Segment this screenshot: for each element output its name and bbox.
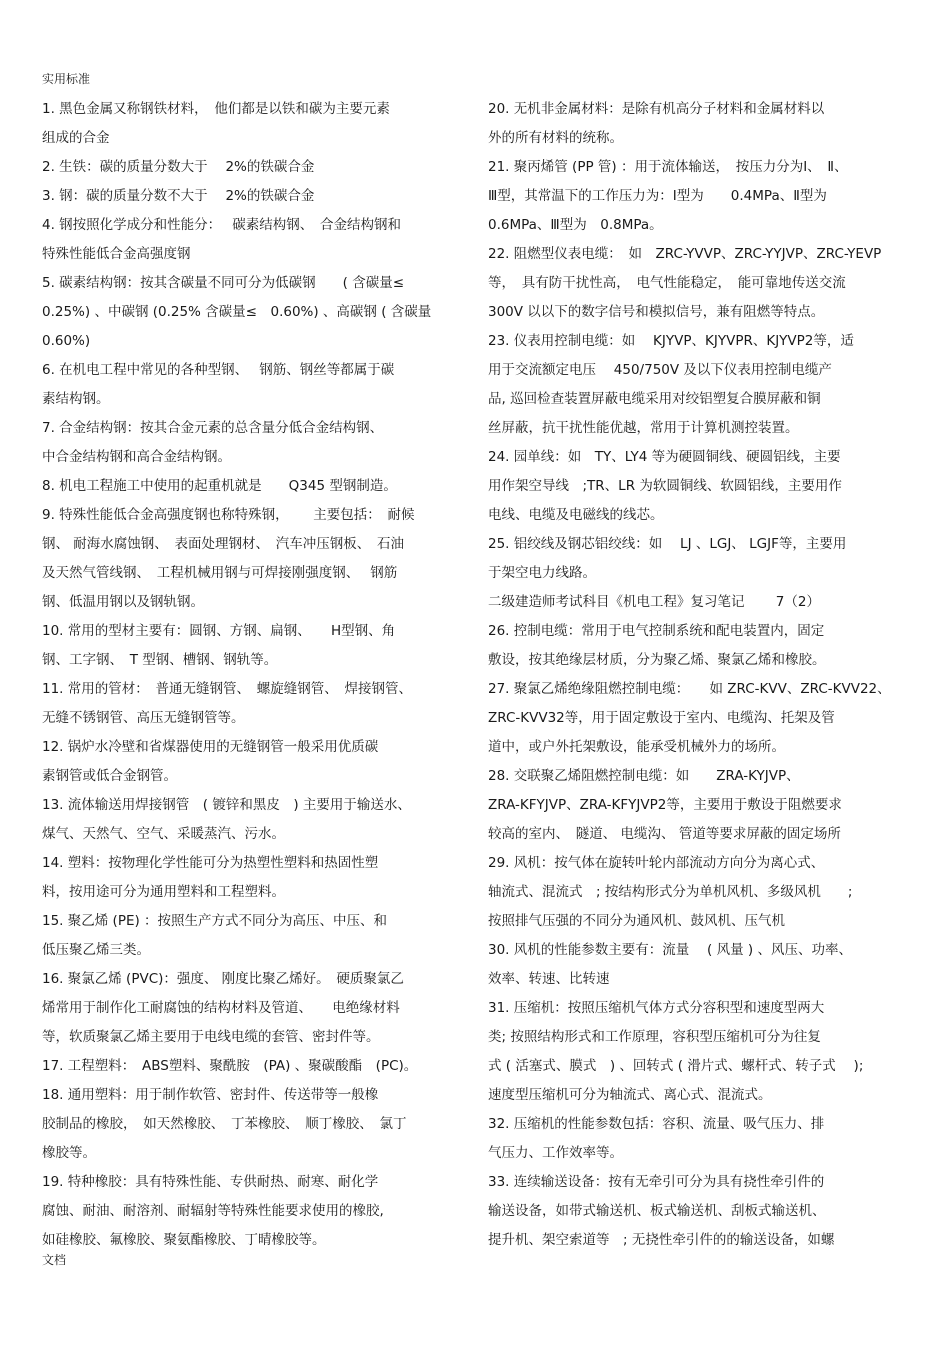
text-line: 素钢管或低合金钢管。 (42, 768, 177, 784)
text-line: 烯常用于制作化工耐腐蚀的结构材料及管道、 电绝缘材料 (42, 1000, 400, 1016)
text-line: 道中，或户外托架敷设，能承受机械外力的场所。 (488, 739, 785, 755)
text-line: 24. 园单线：如 TY、LY4 等为硬圆铜线、硬圆铝线，主要 (488, 449, 841, 465)
text-line: 15. 聚乙烯 (PE) ：按照生产方式不同分为高压、中压、和 (42, 913, 388, 929)
text-line: 21. 聚丙烯管 (PP 管) ：用于流体输送， 按压力分为Ⅰ、 Ⅱ、 (488, 159, 848, 175)
text-line: 敷设，按其绝缘层材质，分为聚乙烯、聚氯乙烯和橡胶。 (488, 652, 826, 668)
text-line: 13. 流体输送用焊接钢管 ( 镀锌和黑皮 ) 主要用于输送水、 (42, 797, 411, 813)
text-line: 电线、电缆及电磁线的线芯。 (488, 507, 664, 523)
text-line: 丝屏蔽，抗干扰性能优越，常用于计算机测控装置。 (488, 420, 799, 436)
text-line: 式 ( 活塞式、膜式 ) 、回转式 ( 滑片式、螺杆式、转子式 ); (488, 1058, 864, 1074)
text-line: 8. 机电工程施工中使用的起重机就是 Q345 型钢制造。 (42, 478, 397, 494)
text-line: 速度型压缩机可分为轴流式、离心式、混流式。 (488, 1087, 772, 1103)
text-line: 29. 风机：按气体在旋转叶轮内部流动方向分为离心式、 (488, 855, 825, 871)
text-line: 类; 按照结构形式和工作原理，容积型压缩机可分为往复 (488, 1029, 821, 1045)
left-column (42, 95, 462, 1255)
text-line: 于架空电力线路。 (488, 565, 596, 581)
text-line: 及天然气管线钢、 工程机械用钢与可焊接刚强度钢、 钢筋 (42, 565, 398, 581)
text-line: 如硅橡胶、氟橡胶、聚氨酯橡胶、丁晴橡胶等。 (42, 1232, 326, 1248)
text-line: 6. 在机电工程中常见的各种型钢、 钢筋、钢丝等都属于碳 (42, 362, 395, 378)
text-line: 7. 合金结构钢：按其合金元素的总含量分低合金结构钢、 (42, 420, 384, 436)
text-line: 输送设备，如带式输送机、板式输送机、刮板式输送机、 (488, 1203, 826, 1219)
text-line: 26. 控制电缆：常用于电气控制系统和配电装置内，固定 (488, 623, 825, 639)
text-line: 19. 特种橡胶：具有特殊性能、专供耐热、耐寒、耐化学 (42, 1174, 379, 1190)
text-line: 提升机、架空索道等 ; 无挠性牵引件的的输送设备，如螺 (488, 1232, 835, 1248)
text-line: 1. 黑色金属又称钢铁材料， 他们都是以铁和碳为主要元素 (42, 101, 390, 117)
text-line: 素结构钢。 (42, 391, 110, 407)
text-line: 胶制品的橡胶， 如天然橡胶、 丁苯橡胶、 顺丁橡胶、 氯丁 (42, 1116, 407, 1132)
text-line: 10. 常用的型材主要有：圆钢、方钢、扁钢、 H型钢、角 (42, 623, 396, 639)
right-column (488, 95, 913, 1255)
text-line: 9. 特殊性能低合金高强度钢也称特殊钢， 主要包括： 耐候 (42, 507, 415, 523)
text-line: 33. 连续输送设备：按有无牵引可分为具有挠性牵引件的 (488, 1174, 825, 1190)
text-line: 14. 塑料：按物理化学性能可分为热塑性塑料和热固性塑 (42, 855, 379, 871)
text-line: 0.6MPa、Ⅲ型为 0.8MPa。 (488, 217, 663, 233)
text-line: 2. 生铁：碳的质量分数大于 2%的铁碳合金 (42, 159, 315, 175)
text-line: 31. 压缩机：按照压缩机气体方式分容积型和速度型两大 (488, 1000, 825, 1016)
text-line: 18. 通用塑料：用于制作软管、密封件、传送带等一般橡 (42, 1087, 379, 1103)
text-line: 17. 工程塑料： ABS塑料、聚酰胺 (PA) 、聚碳酸酯 (PC)。 (42, 1058, 418, 1074)
text-line: 中合金结构钢和高合金结构钢。 (42, 449, 231, 465)
text-line: 效率、转速、比转速 (488, 971, 610, 987)
text-line: 用作架空导线 ;TR、LR 为软圆铜线、软圆铝线，主要用作 (488, 478, 842, 494)
text-line: 0.60%) (42, 333, 91, 349)
text-line: 11. 常用的管材： 普通无缝钢管、 螺旋缝钢管、 焊接钢管、 (42, 681, 413, 697)
text-line: 钢、 耐海水腐蚀钢、 表面处理钢材、 汽车冲压钢板、 石油 (42, 536, 405, 552)
text-line: ZRC-KVV32等，用于固定敷设于室内、电缆沟、托架及管 (488, 710, 835, 726)
text-line: 品, 巡回检查装置屏蔽电缆采用对绞铝塑复合膜屏蔽和铜 (488, 391, 821, 407)
text-line: 特殊性能低合金高强度钢 (42, 246, 191, 262)
text-line: 4. 钢按照化学成分和性能分： 碳素结构钢、 合金结构钢和 (42, 217, 401, 233)
text-line: 等，软质聚氯乙烯主要用于电线电缆的套管、密封件等。 (42, 1029, 380, 1045)
text-line: 22. 阻燃型仪表电缆： 如 ZRC-YVVP、ZRC-YYJVP、ZRC-YEVP (488, 246, 882, 262)
text-line: Ⅲ型，其常温下的工作压力为：Ⅰ型为 0.4MPa、Ⅱ型为 (488, 188, 827, 204)
text-line: 料，按用途可分为通用塑料和工程塑料。 (42, 884, 285, 900)
text-line: 用于交流额定电压 450/750V 及以下仪表用控制电缆产 (488, 362, 832, 378)
text-line: ZRA-KFYJVP、ZRA-KFYJVP2等，主要用于敷设于阻燃要求 (488, 797, 842, 813)
text-line: 32. 压缩机的性能参数包括：容积、流量、吸气压力、排 (488, 1116, 825, 1132)
text-line: 30. 风机的性能参数主要有：流量 ( 风量 ) 、风压、功率、 (488, 942, 852, 958)
text-line: 12. 锅炉水冷壁和省煤器使用的无缝钢管一般采用优质碳 (42, 739, 379, 755)
text-line: 300V 以以下的数字信号和模拟信号，兼有阻燃等特点。 (488, 304, 825, 320)
text-line: 3. 钢：碳的质量分数不大于 2%的铁碳合金 (42, 188, 315, 204)
text-line: 钢、低温用钢以及钢轨钢。 (42, 594, 204, 610)
text-line: 27. 聚氯乙烯绝缘阻燃控制电缆： 如 ZRC-KVV、ZRC-KVV22、 (488, 681, 891, 697)
text-line: 外的所有材料的统称。 (488, 130, 623, 146)
text-line: 等， 具有防干扰性高， 电气性能稳定， 能可靠地传送交流 (488, 275, 846, 291)
text-line: 轴流式、混流式 ; 按结构形式分为单机风机、多级风机 ; (488, 884, 853, 900)
text-line: 气压力、工作效率等。 (488, 1145, 623, 1161)
text-line: 20. 无机非金属材料：是除有机高分子材料和金属材料以 (488, 101, 825, 117)
text-line: 16. 聚氯乙烯 (PVC)：强度、 刚度比聚乙烯好。 硬质聚氯乙 (42, 971, 404, 987)
text-line: 无缝不锈钢管、高压无缝钢管等。 (42, 710, 245, 726)
text-line: 二级建造师考试科目《机电工程》复习笔记 7（2） (488, 594, 820, 610)
text-line: 组成的合金 (42, 130, 110, 146)
text-line: 腐蚀、耐油、耐溶剂、耐辐射等特殊性能要求使用的橡胶, (42, 1203, 384, 1219)
text-line: 较高的室内、 隧道、 电缆沟、 管道等要求屏蔽的固定场所 (488, 826, 841, 842)
text-line: 按照排气压强的不同分为通风机、鼓风机、压气机 (488, 913, 785, 929)
text-line: 橡胶等。 (42, 1145, 96, 1161)
text-line: 煤气、天然气、空气、采暖蒸汽、污水。 (42, 826, 285, 842)
text-line: 低压聚乙烯三类。 (42, 942, 150, 958)
text-line: 钢、工字钢、 T 型钢、槽钢、钢轨等。 (42, 652, 278, 668)
text-line: 5. 碳素结构钢：按其含碳量不同可分为低碳钢 ( 含碳量≤ (42, 275, 405, 291)
page-footer: 文档 (42, 1253, 67, 1267)
page-header: 实用标准 (42, 72, 91, 86)
text-line: 25. 铝绞线及钢芯铝绞线：如 LJ 、LGJ、 LGJF等，主要用 (488, 536, 847, 552)
text-line: 28. 交联聚乙烯阻燃控制电缆：如 ZRA-KYJVP、 (488, 768, 800, 784)
text-line: 0.25%) 、中碳钢 (0.25% 含碳量≤ 0.60%) 、高碳钢 ( 含碳量 (42, 304, 432, 320)
text-line: 23. 仪表用控制电缆：如 KJYVP、KJYVPR、KJYVP2等，适 (488, 333, 854, 349)
